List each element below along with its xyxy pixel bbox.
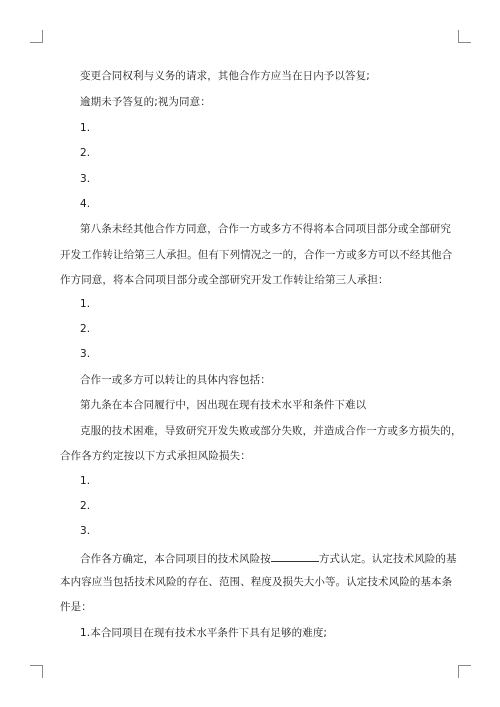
list-item: 1. [80,122,91,134]
article-8-line: 第八条未经其他合作方同意，合作一方或多方不得将本合同项目部分或全部研究 [80,223,451,235]
list-item: 1. [80,298,91,310]
article-9-line: 第九条在本合同履行中，因出现在现有技术水平和条件下难以 [80,399,367,411]
crop-mark-top-left [30,30,43,43]
text-line: 变更合同权利与义务的请求，其他合作方应当在日内予以答复; [80,70,370,82]
risk-text-before-blank: 合作各方确定，本合同项目的技术风险按 [80,553,271,565]
risk-text-after-blank: 方式认定。认定技术风险的基 [318,553,457,565]
list-item: 3. [80,525,91,537]
article-8-line: 开发工作转让给第三人承担。但有下列情况之一的，合作一方或多方可以不经其他合 [60,249,453,261]
list-item: 4. [80,198,91,210]
list-item: 3. [80,348,91,360]
list-item: 2. [80,147,91,159]
article-8-line: 作方同意，将本合同项目部分或全部研究开发工作转让给第三人承担： [60,274,389,286]
text-line: 合作一或多方可以转让的具体内容包括： [80,374,271,386]
text-line: 1.本合同项目在现有技术水平条件下具有足够的难度; [80,627,328,639]
list-item: 1. [80,475,91,487]
article-9-line: 克服的技术困难，导致研究开发失败或部分失败，并造成合作一方或多方损失的， [80,425,462,437]
text-line: 本内容应当包括技术风险的存在、范围、程度及损失大小等。认定技术风险的基本条 [60,576,453,588]
text-line: 逾期未予答复的;视为同意： [80,96,211,108]
list-item: 2. [80,323,91,335]
crop-mark-bottom-right [458,665,471,678]
crop-mark-bottom-left [30,665,43,678]
fill-in-blank [271,550,319,562]
text-line: 件是： [60,601,92,613]
list-item: 3. [80,173,91,185]
risk-determination-line [80,550,457,566]
article-9-line: 合作各方约定按以下方式承担风险损失： [60,450,251,462]
crop-mark-top-right [458,30,471,43]
list-item: 2. [80,500,91,512]
